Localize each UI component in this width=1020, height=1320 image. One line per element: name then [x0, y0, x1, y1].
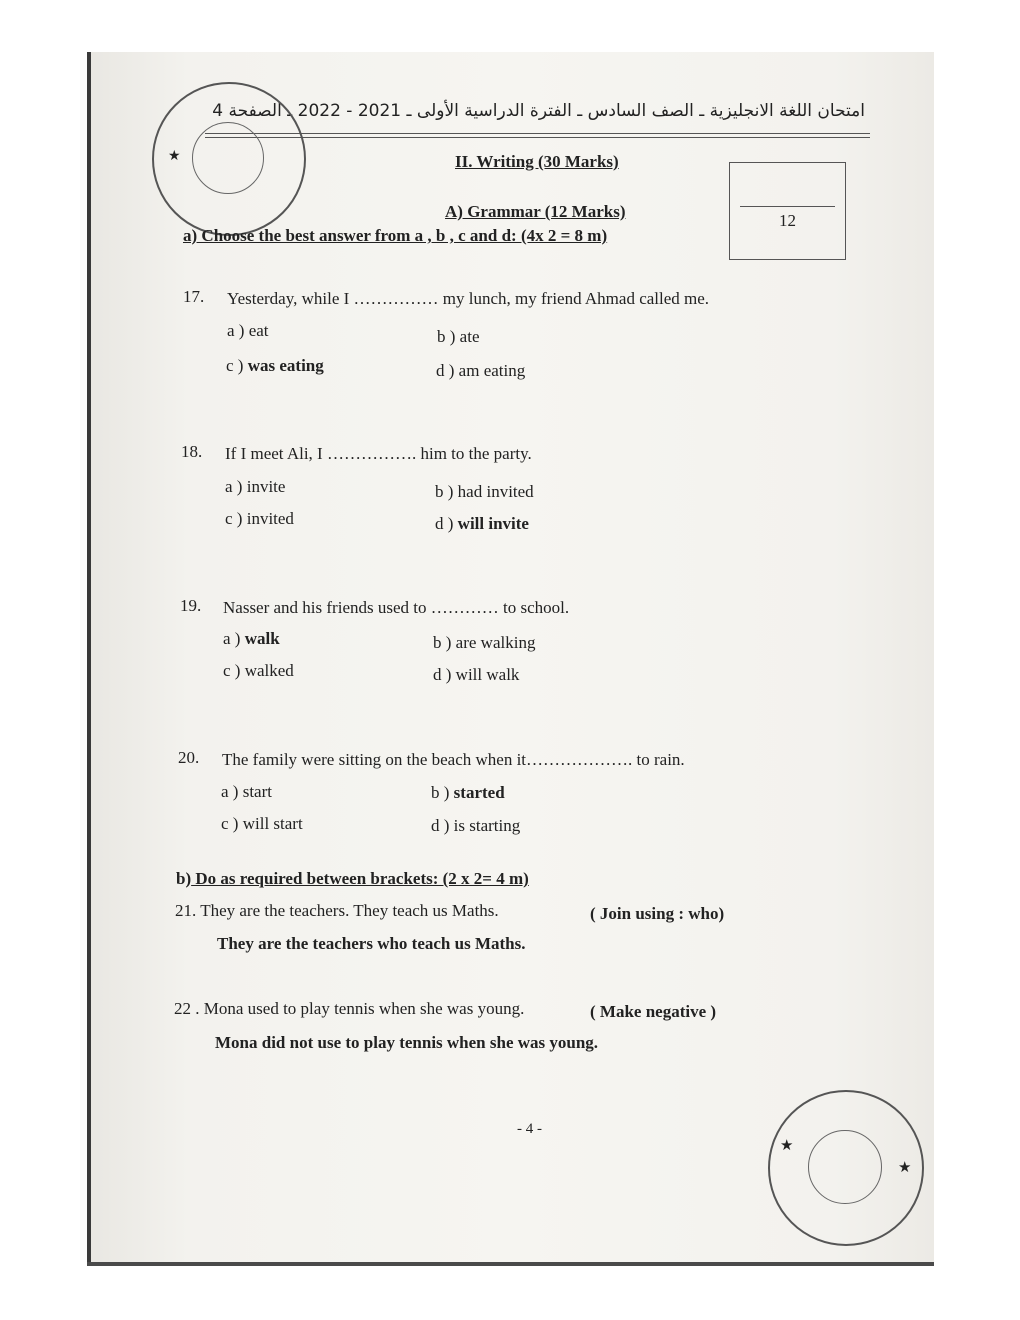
option-prefix: b ): [437, 327, 460, 346]
score-divider: [740, 206, 835, 207]
option-prefix: c ): [223, 661, 245, 680]
option-prefix: a ): [221, 782, 243, 801]
item-22-answer: Mona did not use to play tennis when she was young.: [215, 1033, 599, 1052]
stamp-emblem-icon: [192, 122, 264, 194]
option-c: [221, 814, 303, 834]
paper-bottom-edge: [87, 1262, 934, 1266]
option-prefix: d ): [431, 816, 454, 835]
option-b: [435, 482, 534, 502]
option-label: will walk: [455, 665, 520, 684]
option-prefix: d ): [435, 514, 458, 533]
option-label: ate: [459, 327, 480, 346]
score-box: [729, 162, 846, 260]
option-a: [223, 629, 280, 649]
option-c: [226, 356, 324, 376]
option-b: [433, 633, 535, 653]
page-number: - 4 -: [517, 1121, 542, 1137]
part-a-instruction: a) Choose the best answer from a , b , c and d: (4x 2 = 8 m): [183, 226, 608, 245]
option-prefix: c ): [226, 356, 248, 375]
grammar-title: A) Grammar (12 Marks): [445, 202, 626, 221]
paper-left-edge: [87, 52, 91, 1265]
item-22-instruction: ( Make negative ): [590, 1002, 717, 1021]
part-b-instruction: [176, 869, 529, 889]
option-label: am eating: [458, 361, 526, 380]
option-label-selected: walk: [244, 629, 280, 648]
question-number: 18.: [181, 442, 203, 461]
option-prefix: c ): [221, 814, 243, 833]
arabic-header: امتحان اللغة الانجليزية ـ الصف السادس ـ الفترة الدراسية الأولى ـ 2021 - 2022 ـ الصفحة 4: [212, 101, 865, 121]
option-prefix: a ): [225, 477, 247, 496]
item-21-text: 21. They are the teachers. They teach us Maths.: [175, 901, 499, 920]
stamp-top-left: [152, 82, 306, 236]
writing-title: II. Writing (30 Marks): [455, 152, 619, 171]
option-label-selected: was eating: [247, 356, 324, 375]
option-prefix: c ): [225, 509, 247, 528]
option-label: invite: [246, 477, 286, 496]
question-text: If I meet Ali, I ……………. him to the party.: [225, 444, 532, 463]
option-c: [225, 509, 294, 529]
item-21-instruction: ( Join using : who): [590, 904, 725, 923]
question-number: 19.: [180, 596, 202, 615]
score-value: 12: [779, 211, 796, 230]
option-a: [227, 321, 269, 341]
question-text: The family were sitting on the beach when it………………. to rain.: [222, 750, 685, 769]
stamp-emblem-icon: [808, 1130, 882, 1204]
item-22-text: 22 . Mona used to play tennis when she was young.: [174, 999, 525, 1018]
option-prefix: b ): [431, 783, 454, 802]
option-a: [221, 782, 272, 802]
option-label: had invited: [457, 482, 534, 501]
part-b-text: Do as required between brackets: (2 x 2= 4 m): [191, 869, 529, 888]
option-d: [436, 361, 525, 381]
option-prefix: b ): [435, 482, 458, 501]
option-label: are walking: [455, 633, 536, 652]
option-a: [225, 477, 285, 497]
option-c: [223, 661, 294, 681]
option-prefix: a ): [227, 321, 249, 340]
option-prefix: a ): [223, 629, 245, 648]
option-prefix: d ): [433, 665, 456, 684]
option-label: start: [242, 782, 272, 801]
option-d: [431, 816, 520, 836]
option-b: [437, 327, 480, 347]
option-b: [431, 783, 505, 803]
item-21-answer: They are the teachers who teach us Maths.: [217, 934, 526, 953]
option-label-selected: will invite: [457, 514, 529, 533]
option-label: is starting: [453, 816, 521, 835]
stamp-star-icon: ★: [780, 1138, 794, 1154]
question-text: Yesterday, while I …………… my lunch, my friend Ahmad called me.: [227, 289, 710, 308]
option-label: walked: [244, 661, 294, 680]
question-text: Nasser and his friends used to ………… to school.: [223, 598, 570, 617]
option-prefix: b ): [433, 633, 456, 652]
question-number: 20.: [178, 748, 200, 767]
option-d: [435, 514, 529, 534]
stamp-bottom-right: [768, 1090, 924, 1246]
option-prefix: d ): [436, 361, 459, 380]
option-label-selected: started: [453, 783, 505, 802]
header-rule-1: [205, 133, 870, 134]
option-d: [433, 665, 519, 685]
option-label: invited: [246, 509, 294, 528]
stamp-star-icon: ★: [168, 149, 181, 164]
option-label: eat: [248, 321, 269, 340]
part-b-prefix: b): [176, 869, 192, 888]
stamp-star-icon: ★: [898, 1160, 912, 1176]
option-label: will start: [242, 814, 303, 833]
header-rule-2: [205, 137, 870, 138]
question-number: 17.: [183, 287, 205, 306]
